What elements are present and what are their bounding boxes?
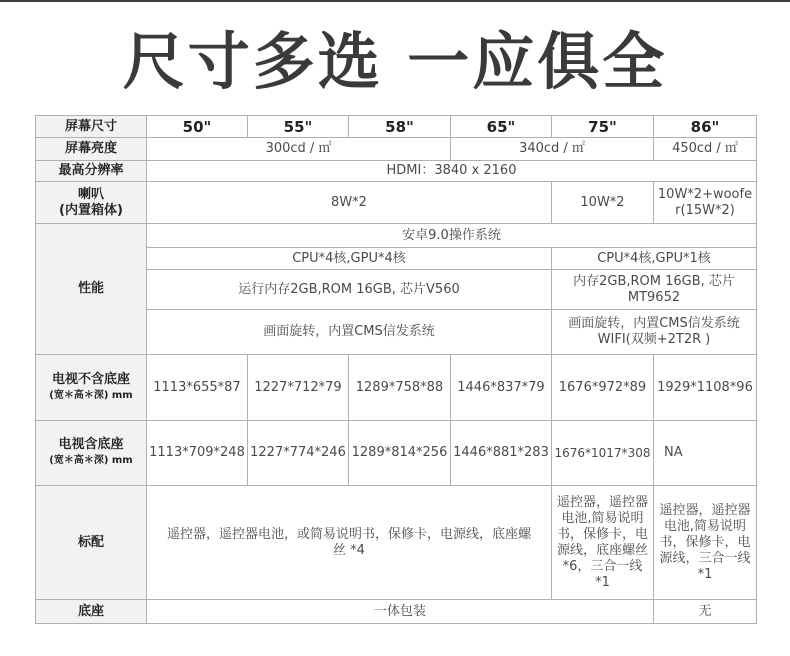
- brightness-cell: 450cd / ㎡: [654, 138, 757, 161]
- speaker-cell: 8W*2: [147, 182, 552, 224]
- dims-cell: 1446*881*283: [451, 421, 552, 486]
- spec-table: [35, 115, 757, 624]
- accessories-cell: 遥控器，遥控器电池，或简易说明书，保修卡，电源线，底座螺丝 *4: [147, 486, 552, 600]
- row-base: [36, 600, 757, 624]
- dims-cell: 1227*774*246: [248, 421, 349, 486]
- os-cell: 安卓9.0操作系统: [147, 224, 757, 248]
- dims-no-base-label: 电视不含底座: [51, 371, 130, 387]
- row-label-speaker: [36, 182, 147, 224]
- accessories-cell: 遥控器，遥控器电池,简易说明书，保修卡，电源线，底座螺丝*6，三合一线*1: [552, 486, 654, 600]
- base-cell: 一体包装: [147, 600, 654, 624]
- dims-cell: 1446*837*79: [451, 355, 552, 421]
- dims-base-unit: (宽＊高＊深) mm: [49, 455, 133, 466]
- size-cell: 58": [349, 116, 451, 138]
- row-dims-no-base: [36, 355, 757, 421]
- size-cell: 86": [654, 116, 757, 138]
- dims-cell: 1289*758*88: [349, 355, 451, 421]
- dims-cell: 1113*709*248: [147, 421, 248, 486]
- size-cell: 55": [248, 116, 349, 138]
- memory-cell: 运行内存2GB,ROM 16GB, 芯片V560: [147, 270, 552, 310]
- row-resolution: [36, 161, 757, 182]
- dims-cell: 1113*655*87: [147, 355, 248, 421]
- top-rule: [0, 0, 790, 2]
- row-brightness: [36, 138, 757, 161]
- cpu-cell: CPU*4核,GPU*4核: [147, 248, 552, 270]
- speaker-sub-label: (内置箱体): [59, 202, 123, 218]
- speaker-label: 喇叭: [77, 186, 104, 202]
- page-title: 尺寸多选 一应俱全: [122, 25, 668, 98]
- brightness-cell: 340cd / ㎡: [451, 138, 654, 161]
- row-label-brightness: 屏幕亮度: [36, 138, 147, 161]
- dims-cell: NA: [654, 421, 757, 486]
- dims-no-base-unit: (宽＊高＊深) mm: [49, 389, 133, 401]
- row-accessories: [36, 486, 757, 600]
- row-screen-size: [36, 116, 757, 138]
- memory-cell: 内存2GB,ROM 16GB, 芯片MT9652: [552, 270, 757, 310]
- size-cell: 65": [451, 116, 552, 138]
- cpu-cell: CPU*4核,GPU*1核: [552, 248, 757, 270]
- row-label-dims-no-base: [36, 355, 147, 421]
- row-speaker: [36, 182, 757, 224]
- size-cell: 75": [552, 116, 654, 138]
- size-cell: 50": [147, 116, 248, 138]
- dims-cell: 1929*1108*96: [654, 355, 757, 421]
- row-performance-os: [36, 224, 757, 248]
- row-label-base: 底座: [36, 600, 147, 624]
- row-label-performance: 性能: [36, 224, 147, 355]
- row-label-accessories: 标配: [36, 486, 147, 600]
- row-label-screen-size: 屏幕尺寸: [36, 116, 147, 138]
- features-cell: 画面旋转，内置CMS信发系统 WIFI(双频+2T2R ): [552, 310, 757, 355]
- dims-cell: 1227*712*79: [248, 355, 349, 421]
- dims-cell: 1676*1017*308: [552, 421, 654, 486]
- speaker-cell: 10W*2: [552, 182, 654, 224]
- resolution-cell: HDMI：3840 x 2160: [147, 161, 757, 182]
- base-cell: 无: [654, 600, 757, 624]
- brightness-cell: 300cd / ㎡: [147, 138, 451, 161]
- dims-cell: 1289*814*256: [349, 421, 451, 486]
- row-dims-base: [36, 421, 757, 486]
- features-cell: 画面旋转，内置CMS信发系统: [147, 310, 552, 355]
- row-label-dims-base: [36, 421, 147, 486]
- dims-cell: 1676*972*89: [552, 355, 654, 421]
- row-label-resolution: 最高分辨率: [36, 161, 147, 182]
- speaker-cell: 10W*2+woofer(15W*2): [654, 182, 757, 224]
- accessories-cell: 遥控器，遥控器电池,简易说明书，保修卡，电源线，三合一线*1: [654, 486, 757, 600]
- dims-base-label: 电视含底座: [58, 437, 124, 452]
